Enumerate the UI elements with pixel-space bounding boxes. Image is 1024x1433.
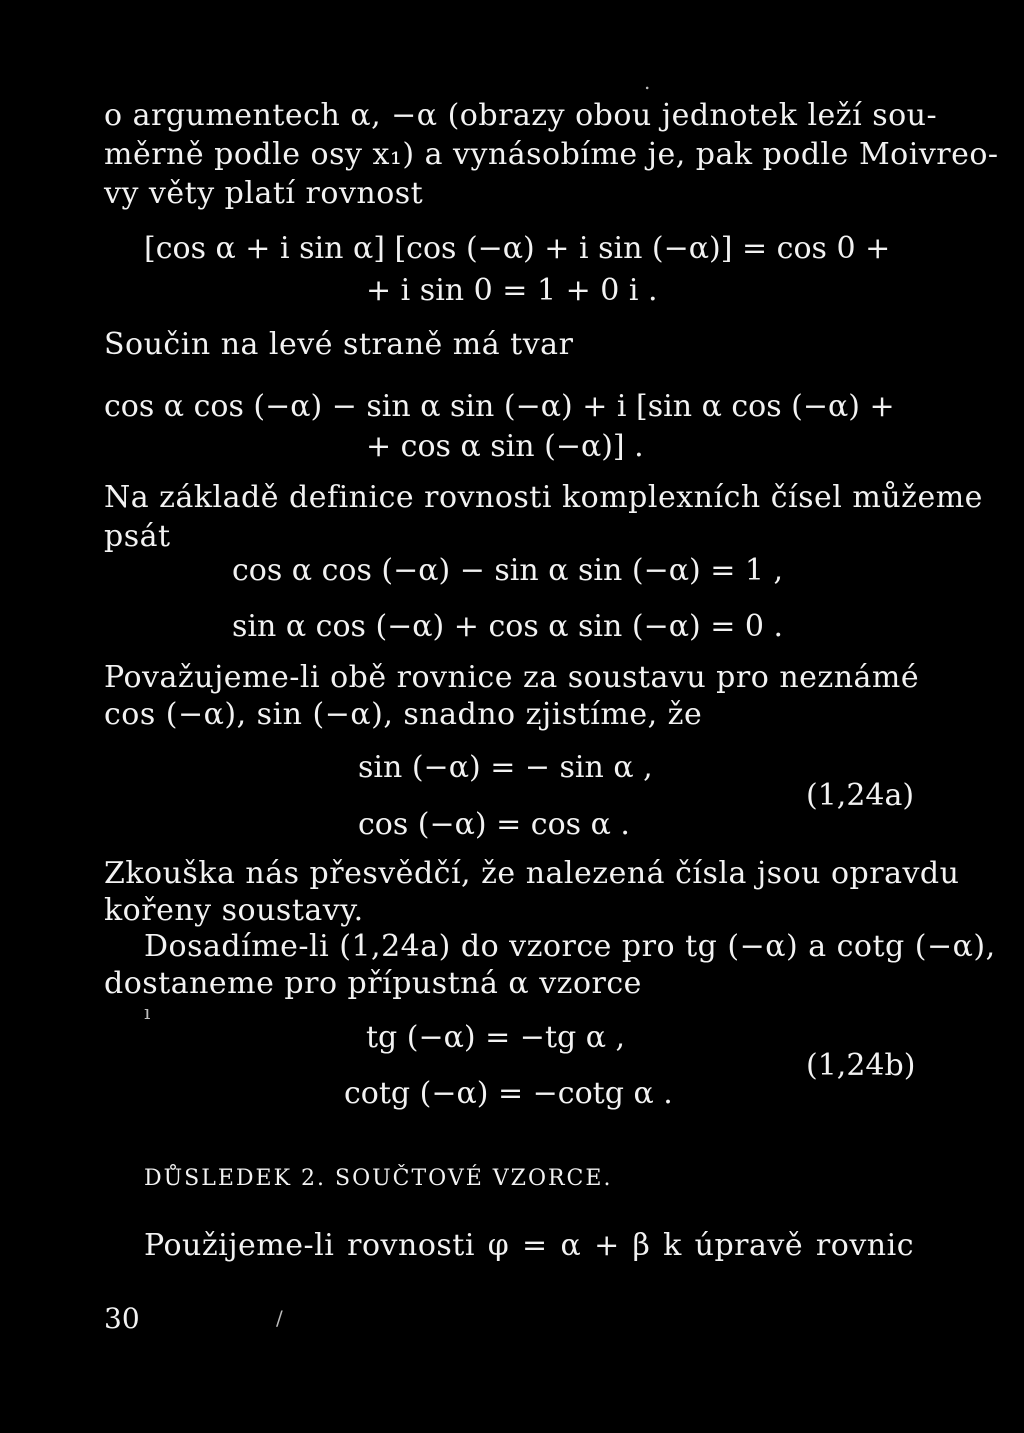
equation-124b-line-2: cotg (−α) = −cotg α . [344,1076,673,1111]
equation-number-124a: (1,24a) [806,778,915,813]
paragraph-3-line-2: psát [104,519,171,554]
paragraph-2-line-1: Součin na levé straně má tvar [104,327,574,362]
section-heading: DŮSLEDEK 2. SOUČTOVÉ VZORCE. [144,1166,613,1191]
stray-mark-footer: / [276,1306,283,1330]
paragraph-1-line-1: o argumentech α, −α (obrazy obou jednotek leží sou- [104,98,938,133]
equation-124a-line-1: sin (−α) = − sin α , [358,750,653,785]
equation-2-line-1: cos α cos (−α) − sin α sin (−α) + i [sin α cos (−α) + [104,389,895,424]
paragraph-7-line-1: Použijeme-li rovnosti φ = α + β k úpravě rovnic [144,1228,914,1263]
equation-1-line-2: + i sin 0 = 1 + 0 i . [366,273,658,308]
paragraph-5-line-2: kořeny soustavy. [104,893,364,928]
page-number: 30 [104,1302,140,1335]
equation-124a-line-2: cos (−α) = cos α . [358,807,630,842]
top-stray-mark: . [644,70,651,94]
paragraph-4-line-1: Považujeme-li obě rovnice za soustavu pro neznámé [104,660,920,695]
system-equation-2: sin α cos (−α) + cos α sin (−α) = 0 . [232,609,784,644]
equation-1-line-1: [cos α + i sin α] [cos (−α) + i sin (−α)] = cos 0 + [144,231,891,266]
system-equation-1: cos α cos (−α) − sin α sin (−α) = 1 , [232,553,784,588]
paragraph-6-line-1: Dosadíme-li (1,24a) do vzorce pro tg (−α) a cotg (−α), [144,929,996,964]
paragraph-5-line-1: Zkouška nás přesvědčí, že nalezená čísla jsou opravdu [104,856,960,891]
equation-number-124b: (1,24b) [806,1048,916,1083]
paragraph-4-line-2: cos (−α), sin (−α), snadno zjistíme, že [104,697,703,732]
paragraph-1-line-2: měrně podle osy x₁) a vynásobíme je, pak podle Moivreo- [104,137,999,172]
paragraph-3-line-1: Na základě definice rovnosti komplexních čísel můžeme [104,480,983,515]
equation-2-line-2: + cos α sin (−α)] . [366,429,644,464]
equation-124b-line-1: tg (−α) = −tg α , [366,1020,626,1055]
paragraph-1-line-3: vy věty platí rovnost [104,176,424,211]
stray-mark-left: ı [144,1000,151,1024]
paragraph-6-line-2: dostaneme pro přípustná α vzorce [104,966,642,1001]
